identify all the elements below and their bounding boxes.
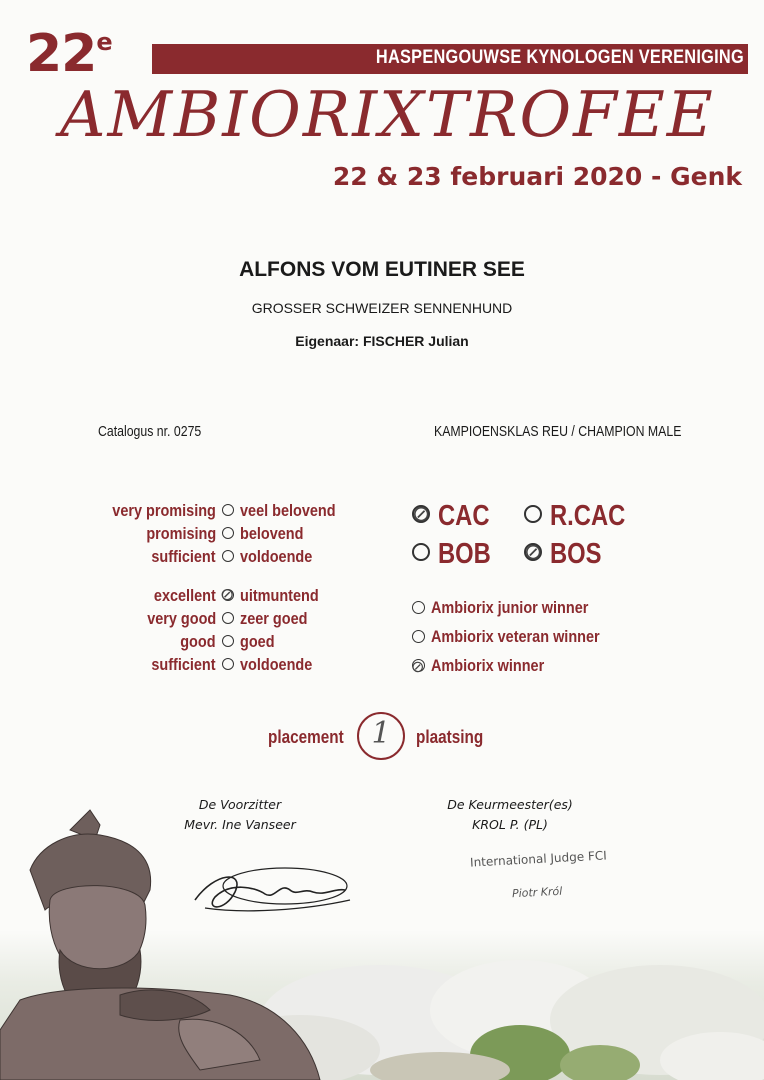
chair-role: De Voorzitter	[198, 797, 282, 812]
checkbox-circle-checked	[411, 659, 425, 676]
judge-stamp-line1: International Judge FCI	[469, 848, 608, 870]
qualification-nl: goed	[240, 632, 275, 651]
checkbox-circle-checked	[412, 501, 431, 527]
show-class: KAMPIOENSKLAS REU / CHAMPION MALE	[434, 423, 682, 440]
qualification-nl: voldoende	[240, 655, 313, 674]
qualification-en: very good	[146, 609, 216, 628]
dog-breed: GROSSER SCHWEIZER SENNENHUND	[251, 300, 513, 316]
award-rcac: R.CAC	[524, 500, 642, 533]
ambiorix-junior-winner: Ambiorix junior winner	[412, 598, 616, 618]
checkbox-circle	[412, 601, 425, 614]
award-bos: ⊘ BOS	[524, 538, 602, 570]
edition-number: 22e	[26, 24, 112, 84]
qualification-nl: voldoende	[240, 547, 313, 566]
ambiorix-statue-image	[0, 800, 330, 1080]
checkbox-circle	[412, 630, 425, 643]
organization-banner	[152, 44, 748, 74]
checkbox-circle-checked	[524, 539, 543, 565]
checkbox-circle	[222, 635, 234, 647]
check-mark-icon: ⊘	[524, 539, 543, 565]
qualification-nl: belovend	[240, 524, 304, 543]
ambiorix-veteran-winner: Ambiorix veteran winner	[412, 627, 629, 647]
catalogue-number: Catalogus nr. 0275	[98, 423, 202, 440]
qualification-en: excellent	[154, 586, 216, 605]
check-mark-icon: ⊘	[411, 659, 425, 676]
qualification-en: sufficient	[151, 655, 216, 674]
checkbox-circle	[524, 505, 542, 523]
edition-suffix: e	[96, 28, 112, 56]
judge-name: KROL P. (PL)	[472, 817, 548, 832]
qualification-en: promising	[146, 524, 216, 543]
check-mark-icon: ⊘	[412, 501, 431, 527]
event-dates: 22 & 23 februari 2020 - Genk	[332, 162, 742, 191]
checkbox-circle	[222, 612, 234, 624]
qualification-row	[0, 655, 764, 677]
qualification-row	[0, 609, 764, 631]
judge-stamp-line2: Piotr Król	[511, 884, 563, 901]
qualification-nl: uitmuntend	[240, 586, 319, 605]
qualification-nl: veel belovend	[240, 501, 336, 520]
qualification-en: good	[180, 632, 216, 651]
checkbox-circle	[222, 550, 234, 562]
qualification-row	[0, 632, 764, 654]
award-cac: ⊘ CAC	[412, 500, 490, 532]
checkbox-circle	[222, 658, 234, 670]
placement-value: 1	[371, 716, 391, 751]
qualification-en: sufficient	[151, 547, 216, 566]
organization-name: HASPENGOUWSE KYNOLOGEN VERENIGING	[375, 47, 744, 68]
qualification-row	[0, 547, 764, 569]
award-bob: BOB	[412, 538, 502, 571]
placement-label-nl: plaatsing	[416, 727, 484, 747]
checkbox-circle	[222, 527, 234, 539]
qualification-row	[0, 524, 764, 546]
event-title: AMBIORIXTROFEE	[60, 78, 715, 151]
chair-name: Mevr. Ine Vanseer	[184, 817, 296, 832]
check-mark-icon: ⊘	[220, 585, 235, 604]
qualification-row	[0, 586, 764, 608]
checkbox-circle	[222, 504, 234, 516]
qualification-nl: zeer goed	[240, 609, 308, 628]
checkbox-circle	[412, 543, 430, 561]
dog-owner: Eigenaar: FISCHER Julian	[295, 333, 469, 349]
checkbox-circle-checked	[220, 585, 235, 604]
dog-name: ALFONS VOM EUTINER SEE	[239, 258, 525, 281]
qualification-en: very promising	[112, 501, 216, 520]
judge-role: De Keurmeester(es)	[447, 797, 573, 812]
ambiorix-winner: ⊘ Ambiorix winner	[411, 656, 545, 676]
placement-label-en: placement	[268, 727, 344, 747]
qualification-row	[0, 501, 764, 523]
